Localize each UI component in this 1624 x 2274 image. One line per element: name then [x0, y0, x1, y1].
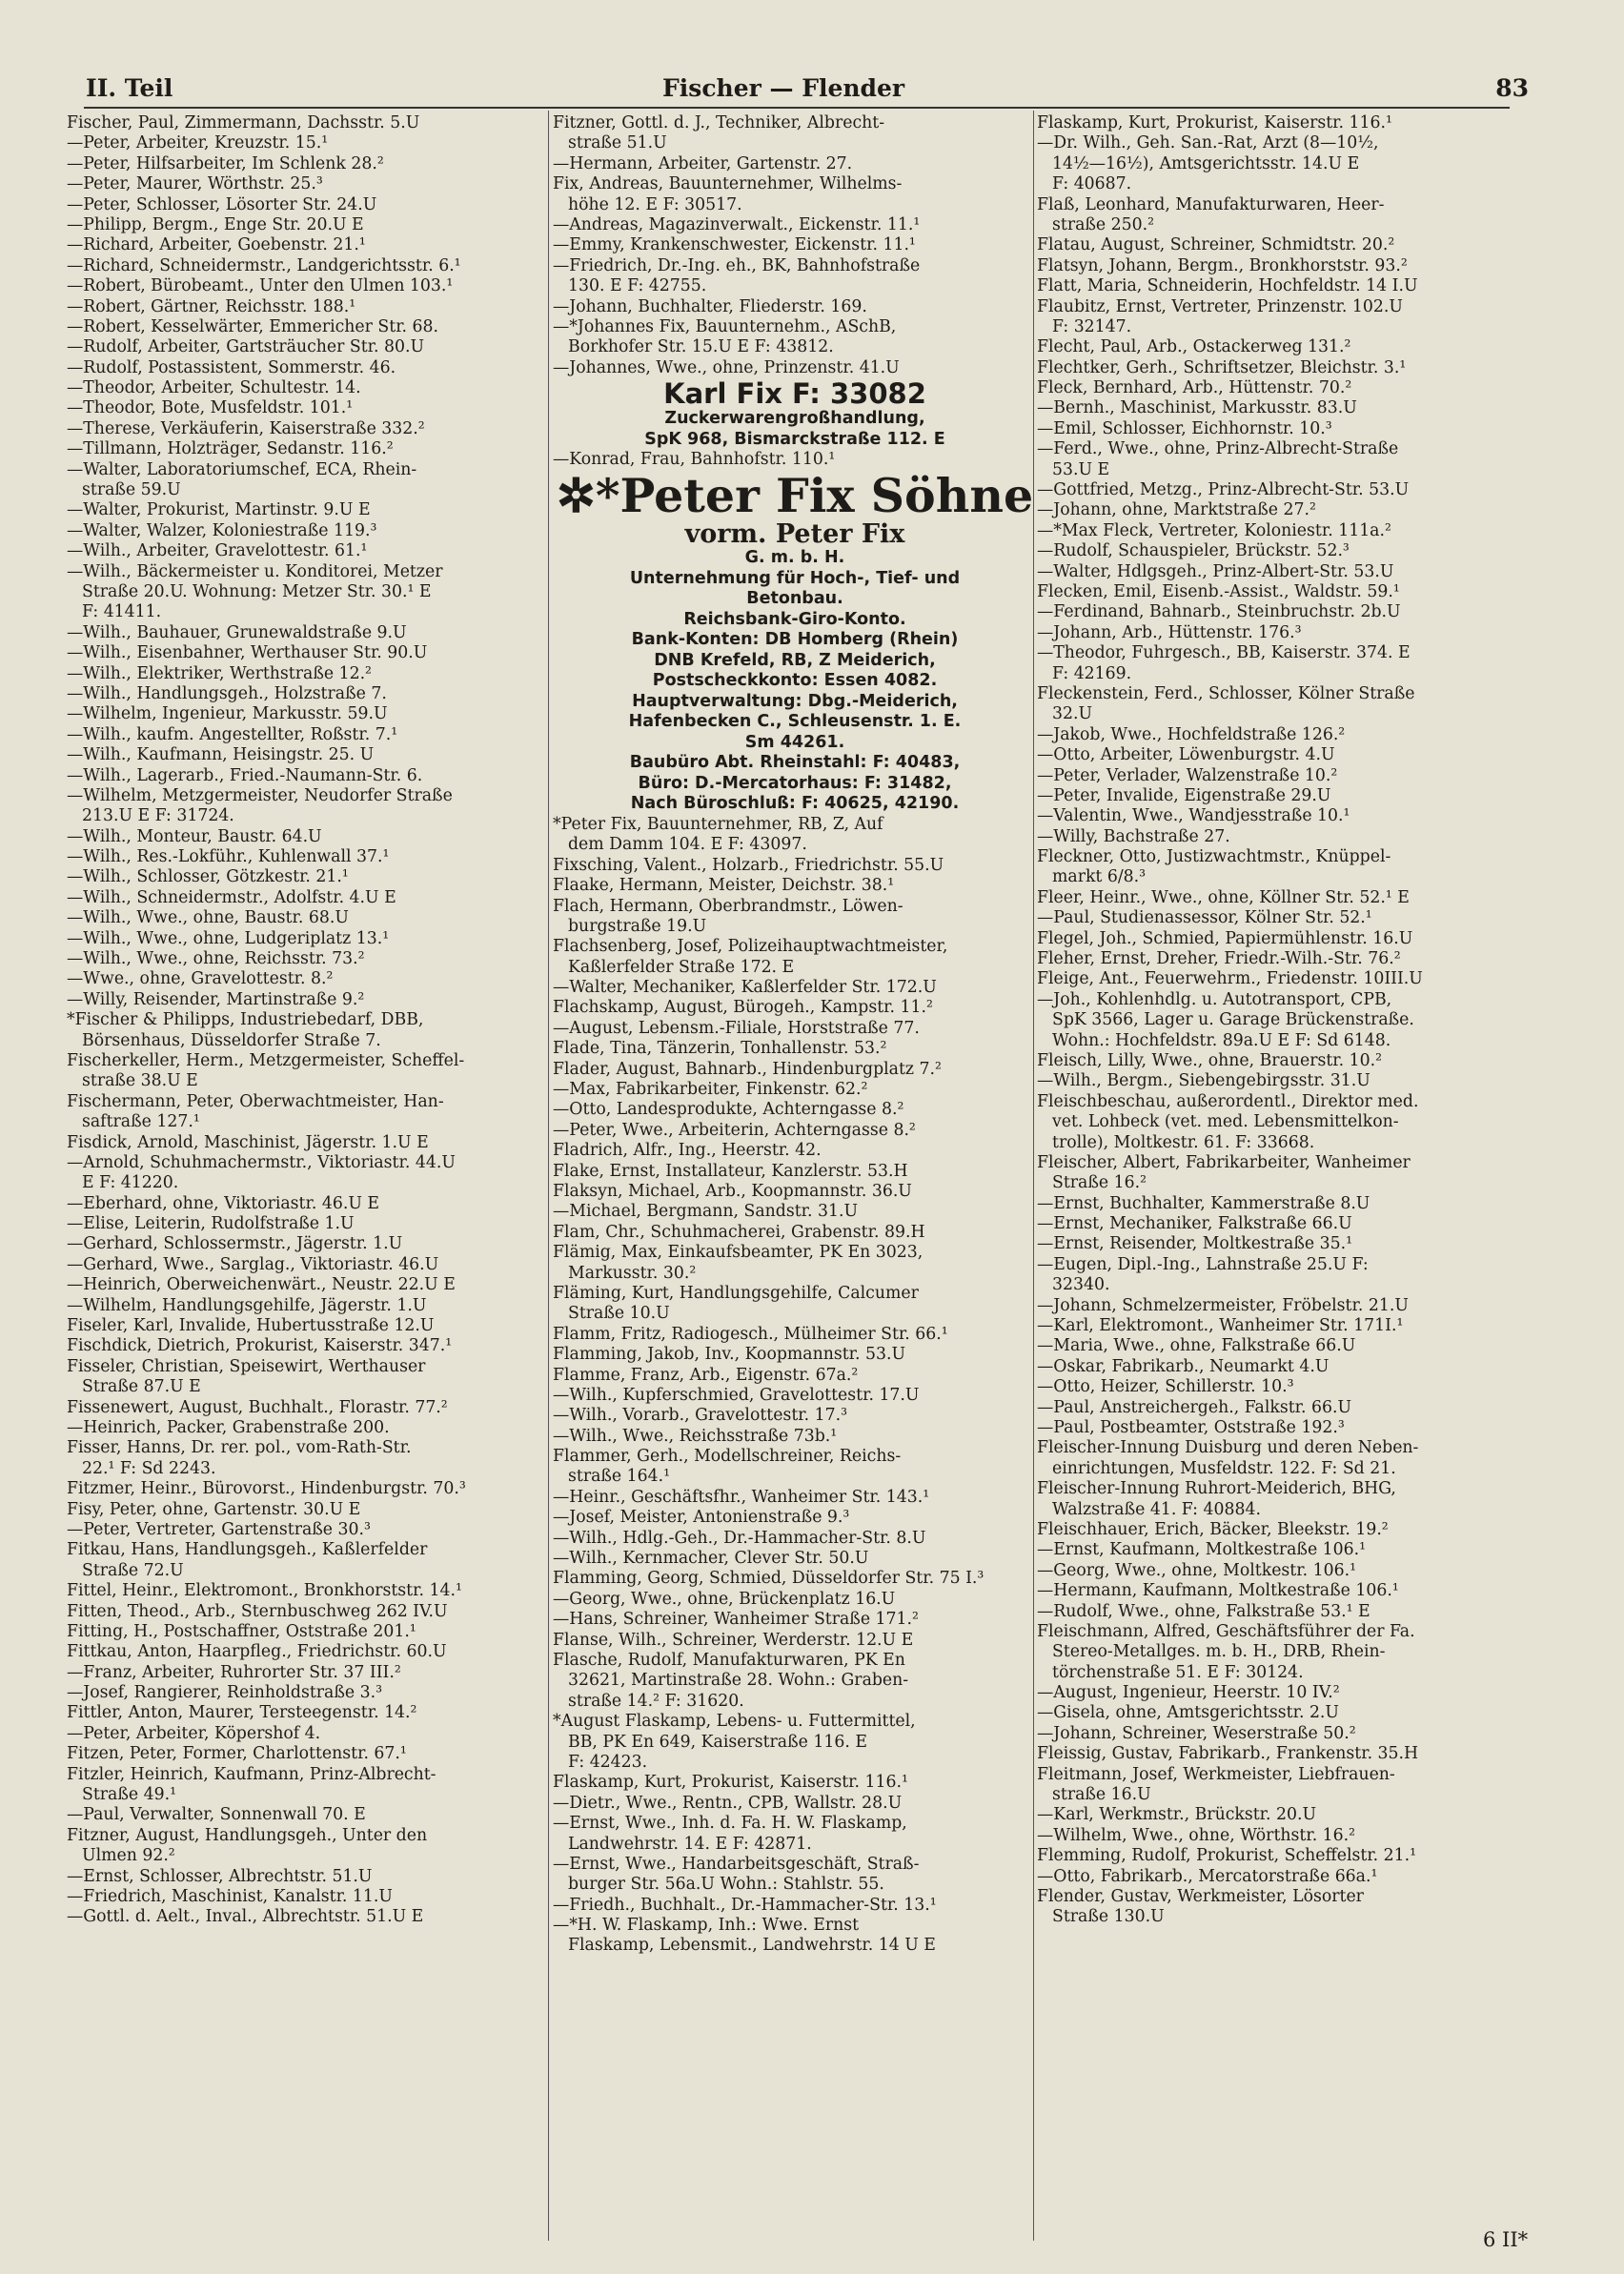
directory-entry: Flender, Gustav, Werkmeister, Lösorter: [1037, 1886, 1364, 1906]
directory-entry: —Therese, Verkäuferin, Kaiserstraße 332.²: [67, 418, 425, 438]
directory-entry: —Peter, Invalide, Eigenstraße 29.U: [1037, 785, 1331, 805]
directory-entry: F: 42169.: [1052, 663, 1132, 683]
directory-entry: Fix, Andreas, Bauunternehmer, Wilhelms-: [553, 174, 903, 194]
directory-entry: —Konrad, Frau, Bahnhofstr. 110.¹: [553, 450, 836, 470]
directory-entry: —Johann, ohne, Marktstraße 27.²: [1037, 500, 1316, 520]
directory-entry: trolle), Moltkestr. 61. F: 33668.: [1052, 1132, 1315, 1152]
directory-entry: Flatsyn, Johann, Bergm., Bronkhorststr. 93.²: [1037, 255, 1408, 275]
directory-entry: 130. E F: 42755.: [568, 276, 707, 296]
advert-line: Nach Büroschluß: F: 40625, 42190.: [630, 794, 960, 814]
directory-entry: Fleischbeschau, außerordentl., Direktor med.: [1037, 1091, 1419, 1111]
directory-entry: Fittler, Anton, Maurer, Tersteegenstr. 14.²: [67, 1703, 417, 1723]
directory-entry: —Oskar, Fabrikarb., Neumarkt 4.U: [1037, 1356, 1330, 1376]
directory-entry: —Michael, Bergmann, Sandstr. 31.U: [553, 1202, 859, 1222]
directory-entry: —Richard, Schneidermstr., Landgerichtsstr. 6.¹: [67, 255, 461, 275]
directory-entry: Flake, Ernst, Installateur, Kanzlerstr. 53.H: [553, 1161, 908, 1181]
directory-entry: —Johann, Schmelzermeister, Fröbelstr. 21.U: [1037, 1295, 1409, 1315]
directory-entry: Straße 130.U: [1052, 1907, 1165, 1927]
directory-entry: straße 38.U E: [82, 1071, 198, 1091]
directory-entry: —Maria, Wwe., ohne, Falkstraße 66.U: [1037, 1336, 1356, 1356]
directory-entry: —Wilhelm, Wwe., ohne, Wörthstr. 16.²: [1037, 1825, 1356, 1845]
directory-entry: Flechtker, Gerh., Schriftsetzer, Bleichstr. 3.¹: [1037, 357, 1407, 377]
directory-entry: Kaßlerfelder Straße 172. E: [568, 957, 795, 977]
directory-entry: Flachskamp, August, Bürogeh., Kampstr. 11.²: [553, 998, 933, 1018]
header-rule: [84, 107, 1510, 109]
directory-entry: straße 59.U: [82, 480, 181, 500]
directory-entry: —Peter, Verlader, Walzenstraße 10.²: [1037, 765, 1338, 785]
directory-entry: —Wilh., Wwe., ohne, Baustr. 68.U: [67, 908, 349, 928]
advert-subtitle: vorm. Peter Fix: [684, 521, 905, 549]
directory-entry: —Heinr., Geschäftsfhr., Wanheimer Str. 143.¹: [553, 1487, 930, 1507]
directory-entry: —Max, Fabrikarbeiter, Finkenstr. 62.²: [553, 1080, 868, 1100]
directory-entry: —Joh., Kohlenhdlg. u. Autotransport, CPB,: [1037, 989, 1392, 1009]
directory-entry: Flecht, Paul, Arb., Ostackerweg 131.²: [1037, 337, 1351, 357]
directory-entry: Fischer, Paul, Zimmermann, Dachsstr. 5.U: [67, 113, 420, 132]
directory-entry: Straße 87.U E: [82, 1377, 201, 1397]
directory-entry: —Hermann, Arbeiter, Gartenstr. 27.: [553, 153, 853, 173]
advert-line: SpK 968, Bismarckstraße 112. E: [644, 429, 945, 449]
directory-entry: —Walter, Mechaniker, Kaßlerfelder Str. 172.U: [553, 978, 937, 998]
directory-entry: —Rudolf, Wwe., ohne, Falkstraße 53.¹ E: [1037, 1601, 1370, 1621]
advert-title: ✲*Peter Fix Söhne: [556, 470, 1034, 522]
directory-entry: —Wilh., Schlosser, Götzkestr. 21.¹: [67, 867, 349, 887]
directory-entry: Fisdick, Arnold, Maschinist, Jägerstr. 1.U E: [67, 1132, 429, 1152]
directory-entry: —Andreas, Magazinverwalt., Eickenstr. 11.¹: [553, 214, 921, 234]
directory-entry: —Karl, Elektromont., Wanheimer Str. 171I.¹: [1037, 1316, 1404, 1336]
directory-entry: —Wilh., Arbeiter, Gravelottestr. 61.¹: [67, 541, 368, 561]
directory-entry: —Josef, Meister, Antonienstraße 9.³: [553, 1508, 850, 1528]
page-title: Fischer — Flender: [662, 74, 905, 102]
directory-entry: straße 51.U: [568, 133, 667, 153]
directory-entry: —Wilh., Wwe., Reichsstraße 73b.¹: [553, 1426, 838, 1446]
directory-entry: Fitzler, Heinrich, Kaufmann, Prinz-Albrecht-: [67, 1764, 436, 1784]
directory-entry: —Ernst, Schlosser, Albrechtstr. 51.U: [67, 1866, 373, 1886]
directory-entry: —Jakob, Wwe., Hochfeldstraße 126.²: [1037, 724, 1346, 744]
directory-entry: Flaake, Hermann, Meister, Deichstr. 38.¹: [553, 876, 895, 896]
directory-entry: Fleck, Bernhard, Arb., Hüttenstr. 70.²: [1037, 378, 1352, 398]
directory-entry: törchenstraße 51. E F: 30124.: [1052, 1662, 1304, 1682]
directory-entry: —Wilh., Elektriker, Werthstraße 12.²: [67, 663, 372, 683]
directory-entry: —Wilh., Bäckermeister u. Konditorei, Metzer: [67, 561, 443, 581]
directory-entry: *Peter Fix, Bauunternehmer, RB, Z, Auf: [553, 814, 883, 834]
directory-entry: —Robert, Bürobeamt., Unter den Ulmen 103.¹: [67, 276, 454, 296]
directory-entry: —Theodor, Bote, Musfeldstr. 101.¹: [67, 398, 354, 418]
directory-entry: Straße 10.U: [568, 1304, 670, 1324]
directory-entry: —Johann, Buchhalter, Fliederstr. 169.: [553, 296, 867, 316]
directory-entry: —Paul, Studienassessor, Kölner Str. 52.¹: [1037, 908, 1372, 928]
directory-entry: Fleischer-Innung Duisburg und deren Neben-: [1037, 1438, 1419, 1458]
directory-entry: F: 40687.: [1052, 174, 1132, 194]
directory-entry: —Heinrich, Oberweichenwärt., Neustr. 22.U E: [67, 1275, 456, 1295]
directory-entry: Flaskamp, Lebensmit., Landwehrstr. 14 U E: [568, 1936, 936, 1956]
directory-entry: —Willy, Reisender, Martinstraße 9.²: [67, 989, 365, 1009]
directory-entry: Walzstraße 41. F: 40884.: [1052, 1499, 1261, 1519]
directory-entry: —Bernh., Maschinist, Markusstr. 83.U: [1037, 398, 1357, 418]
advert-peter-fix-soehne: [553, 470, 1037, 815]
advert-line: Büro: D.-Mercatorhaus: F: 31482,: [638, 773, 952, 793]
advert-line: Zuckerwarengroßhandlung,: [664, 409, 925, 429]
directory-entry: Borkhofer Str. 15.U E F: 43812.: [568, 337, 834, 357]
directory-entry: Fitzner, Gottl. d. J., Techniker, Albrecht-: [553, 113, 885, 132]
directory-entry: —Georg, Wwe., ohne, Brückenplatz 16.U: [553, 1589, 896, 1609]
directory-entry: —Philipp, Bergm., Enge Str. 20.U E: [67, 214, 364, 234]
directory-entry: Flamm, Fritz, Radiogesch., Mülheimer Str. 66.¹: [553, 1324, 948, 1344]
directory-entry: —Wilh., Bergm., Siebengebirgsstr. 31.U: [1037, 1071, 1370, 1091]
directory-entry: —Gerhard, Wwe., Sarglag., Viktoriastr. 46.U: [67, 1254, 439, 1274]
advert-karl-fix: [553, 378, 1037, 450]
directory-entry: —Emil, Schlosser, Eichhornstr. 10.³: [1037, 418, 1332, 438]
directory-entry: Fitkau, Hans, Handlungsgeh., Kaßlerfelder: [67, 1540, 428, 1560]
directory-entry: Börsenhaus, Düsseldorfer Straße 7.: [82, 1030, 381, 1050]
directory-entry: Fleischhauer, Erich, Bäcker, Bleekstr. 19.²: [1037, 1519, 1389, 1539]
directory-entry: Fleischer, Albert, Fabrikarbeiter, Wanheimer: [1037, 1152, 1411, 1172]
directory-entry: —Peter, Vertreter, Gartenstraße 30.³: [67, 1519, 371, 1539]
directory-entry: —Hans, Schreiner, Wanheimer Straße 171.²: [553, 1610, 919, 1630]
directory-entry: Markusstr. 30.²: [568, 1263, 697, 1283]
directory-entry: —Paul, Verwalter, Sonnenwall 70. E: [67, 1805, 366, 1825]
directory-entry: —Peter, Arbeiter, Kreuzstr. 15.¹: [67, 133, 329, 153]
section-label: II. Teil: [86, 74, 173, 102]
directory-entry: straße 250.²: [1052, 214, 1155, 234]
directory-entry: Flam, Chr., Schuhmacherei, Grabenstr. 89.H: [553, 1222, 925, 1242]
directory-entry: Straße 49.¹: [82, 1785, 177, 1805]
directory-entry: —Wilh., Monteur, Baustr. 64.U: [67, 826, 322, 846]
column-2: [553, 113, 1037, 2244]
page-number: 83: [1495, 74, 1529, 102]
directory-entry: Flamming, Jakob, Inv., Koopmannstr. 53.U: [553, 1345, 906, 1365]
directory-entry: —Wilh., Handlungsgeh., Holzstraße 7.: [67, 683, 387, 703]
directory-entry: —Wilh., Kernmacher, Clever Str. 50.U: [553, 1549, 869, 1569]
directory-entry: —Hermann, Kaufmann, Moltkestraße 106.¹: [1037, 1581, 1399, 1601]
directory-entry: —Walter, Prokurist, Martinstr. 9.U E: [67, 500, 371, 520]
directory-entry: F: 32147.: [1052, 316, 1132, 336]
directory-entry: —Ernst, Mechaniker, Falkstraße 66.U: [1037, 1214, 1352, 1234]
column-3: [1037, 113, 1513, 2244]
directory-entry: Fisser, Hanns, Dr. rer. pol., vom-Rath-Str.: [67, 1438, 412, 1458]
directory-entry: Fischerkeller, Herm., Metzgermeister, Scheffel-: [67, 1050, 465, 1070]
directory-entry: —Wilh., Res.-Lokführ., Kuhlenwall 37.¹: [67, 847, 390, 867]
directory-entry: —Dr. Wilh., Geh. San.-Rat, Arzt (8—10½,: [1037, 133, 1379, 153]
directory-entry: Fleckner, Otto, Justizwachtmstr., Knüppel-: [1037, 847, 1391, 867]
directory-entry: —Otto, Fabrikarb., Mercatorstraße 66a.¹: [1037, 1866, 1378, 1886]
directory-entry: —Wilh., Lagerarb., Fried.-Naumann-Str. 6.: [67, 765, 423, 785]
directory-entry: Straße 20.U. Wohnung: Metzer Str. 30.¹ E: [82, 581, 432, 601]
directory-entry: Flade, Tina, Tänzerin, Tonhallenstr. 53.²: [553, 1039, 887, 1059]
directory-entry: einrichtungen, Musfeldstr. 122. F: Sd 21.: [1052, 1458, 1396, 1478]
directory-entry: —Wilh., Schneidermstr., Adolfstr. 4.U E: [67, 887, 396, 907]
directory-entry: *Fischer & Philipps, Industriebedarf, DBB,: [67, 1010, 424, 1030]
advert-line: Betonbau.: [746, 589, 843, 609]
page-header: [86, 74, 1529, 107]
directory-entry: —Peter, Hilfsarbeiter, Im Schlenk 28.²: [67, 153, 384, 173]
directory-entry: burger Str. 56a.U Wohn.: Stahlstr. 55.: [568, 1875, 884, 1895]
directory-entry: Landwehrstr. 14. E F: 42871.: [568, 1834, 812, 1854]
advert-line: Unternehmung für Hoch-, Tief- und: [629, 568, 961, 588]
advert-line: Baubüro Abt. Rheinstahl: F: 40483,: [629, 753, 961, 773]
directory-entry: Fixsching, Valent., Holzarb., Friedrichstr. 55.U: [553, 855, 944, 875]
advert-line: DNB Krefeld, RB, Z Meiderich,: [654, 650, 936, 670]
directory-entry: 14½—16½), Amtsgerichtsstr. 14.U E: [1052, 153, 1360, 173]
directory-entry: —Wilh., Vorarb., Gravelottestr. 17.³: [553, 1406, 848, 1426]
directory-entry: F: 41411.: [82, 602, 162, 622]
directory-entry: Flaß, Leonhard, Manufakturwaren, Heer-: [1037, 194, 1385, 214]
directory-entry: Fitten, Theod., Arb., Sternbuschweg 262 IV.U: [67, 1601, 448, 1621]
directory-entry: —August, Lebensm.-Filiale, Horststraße 77.: [553, 1018, 920, 1038]
directory-entry: Fissenewert, August, Buchhalt., Florastr. 77.²: [67, 1397, 448, 1417]
directory-entry: Fittel, Heinr., Elektromont., Bronkhorststr. 14.¹: [67, 1581, 462, 1601]
directory-entry: SpK 3566, Lager u. Garage Brückenstraße.: [1052, 1010, 1414, 1030]
directory-entry: —Franz, Arbeiter, Ruhrorter Str. 37 III.²: [67, 1662, 401, 1682]
directory-entry: —Ferdinand, Bahnarb., Steinbruchstr. 2b.U: [1037, 602, 1401, 622]
advert-line: Bank-Konten: DB Homberg (Rhein): [631, 630, 959, 650]
directory-entry: Flammer, Gerh., Modellschreiner, Reichs-: [553, 1447, 902, 1467]
directory-entry: —Elise, Leiterin, Rudolfstraße 1.U: [67, 1214, 355, 1234]
directory-entry: Flanse, Wilh., Schreiner, Werderstr. 12.U E: [553, 1630, 914, 1650]
directory-entry: —Friedrich, Maschinist, Kanalstr. 11.U: [67, 1886, 393, 1906]
directory-entry: Fladrich, Alfr., Ing., Heerstr. 42.: [553, 1141, 822, 1161]
directory-entry: 32621, Martinstraße 28. Wohn.: Graben-: [568, 1671, 909, 1691]
directory-entry: Flamming, Georg, Schmied, Düsseldorfer Str. 75 I.³: [553, 1569, 985, 1589]
directory-entry: *August Flaskamp, Lebens- u. Futtermittel,: [553, 1712, 916, 1732]
directory-entry: —Ferd., Wwe., ohne, Prinz-Albrecht-Straße: [1037, 439, 1399, 459]
directory-entry: Fitzner, August, Handlungsgeh., Unter den: [67, 1825, 428, 1845]
directory-entry: —Gottfried, Metzg., Prinz-Albrecht-Str. 53.U: [1037, 480, 1410, 500]
directory-entry: straße 14.² F: 31620.: [568, 1691, 744, 1711]
directory-entry: Flach, Hermann, Oberbrandmstr., Löwen-: [553, 896, 903, 916]
directory-entry: —Friedrich, Dr.-Ing. eh., BK, Bahnhofstraße: [553, 255, 921, 275]
directory-entry: vet. Lohbeck (vet. med. Lebensmittelkon-: [1052, 1112, 1399, 1132]
advert-line: Sm 44261.: [744, 732, 845, 752]
directory-entry: —Paul, Anstreichergeh., Falkstr. 66.U: [1037, 1397, 1352, 1417]
directory-entry: Flaskamp, Kurt, Prokurist, Kaiserstr. 116.¹: [553, 1773, 908, 1793]
directory-entry: Fitting, H., Postschaffner, Oststraße 201.¹: [67, 1621, 416, 1641]
directory-entry: —Robert, Kesselwärter, Emmericher Str. 68.: [67, 316, 439, 336]
directory-entry: 32340.: [1052, 1275, 1110, 1295]
directory-entry: Fleitmann, Josef, Werkmeister, Liebfrauen-: [1037, 1764, 1395, 1784]
directory-entry: Flasche, Rudolf, Manufakturwaren, PK En: [553, 1650, 905, 1670]
directory-entry: —Rudolf, Arbeiter, Gartsträucher Str. 80.U: [67, 337, 425, 357]
directory-entry: —Wilh., Wwe., ohne, Ludgeriplatz 13.¹: [67, 928, 390, 948]
directory-entry: —Gottl. d. Aelt., Inval., Albrechtstr. 51.U E: [67, 1907, 424, 1927]
directory-entry: —Wilh., Wwe., ohne, Reichsstr. 73.²: [67, 949, 365, 969]
directory-entry: —Paul, Postbeamter, Oststraße 192.³: [1037, 1418, 1345, 1437]
directory-entry: —Emmy, Krankenschwester, Eickenstr. 11.¹: [553, 235, 916, 255]
directory-entry: Ulmen 92.²: [82, 1846, 175, 1866]
directory-entry: —Walter, Walzer, Koloniestraße 119.³: [67, 520, 377, 540]
directory-entry: Fisy, Peter, ohne, Gartenstr. 30.U E: [67, 1499, 361, 1519]
directory-entry: —Otto, Arbeiter, Löwenburgstr. 4.U: [1037, 745, 1335, 765]
directory-entry: —Rudolf, Postassistent, Sommerstr. 46.: [67, 357, 396, 377]
directory-entry: —Georg, Wwe., ohne, Moltkestr. 106.¹: [1037, 1560, 1357, 1580]
directory-entry: —Rudolf, Schauspieler, Brückstr. 52.³: [1037, 541, 1350, 561]
directory-entry: dem Damm 104. E F: 43097.: [568, 835, 807, 855]
directory-entry: höhe 12. E F: 30517.: [568, 194, 742, 214]
signature-mark: 6 II*: [1483, 2228, 1529, 2251]
directory-entry: —Richard, Arbeiter, Goebenstr. 21.¹: [67, 235, 366, 255]
directory-entry: —Peter, Schlosser, Lösorter Str. 24.U: [67, 194, 377, 214]
directory-entry: —Friedh., Buchhalt., Dr.-Hammacher-Str. 13.¹: [553, 1895, 937, 1915]
directory-entry: —Wilh., Kupferschmied, Gravelottestr. 17.U: [553, 1385, 920, 1405]
directory-entry: Flader, August, Bahnarb., Hindenburgplatz 7.²: [553, 1059, 942, 1079]
directory-entry: Flaubitz, Ernst, Vertreter, Prinzenstr. 102.U: [1037, 296, 1403, 316]
directory-entry: —Otto, Landesprodukte, Achterngasse 8.²: [553, 1100, 904, 1120]
directory-entry: Flatau, August, Schreiner, Schmidtstr. 20.²: [1037, 235, 1395, 255]
directory-entry: Fleischmann, Alfred, Geschäftsführer der Fa.: [1037, 1621, 1415, 1641]
directory-entry: Fleckenstein, Ferd., Schlosser, Kölner Straße: [1037, 683, 1415, 703]
directory-entry: Fleisch, Lilly, Wwe., ohne, Brauerstr. 10.²: [1037, 1050, 1383, 1070]
directory-entry: Flamme, Franz, Arb., Eigenstr. 67a.²: [553, 1365, 859, 1385]
directory-entry: —Willy, Bachstraße 27.: [1037, 826, 1230, 846]
directory-entry: Fleischer-Innung Ruhrort-Meiderich, BHG,: [1037, 1479, 1396, 1499]
directory-entry: Straße 72.U: [82, 1560, 184, 1580]
directory-entry: Fischermann, Peter, Oberwachtmeister, Han-: [67, 1091, 444, 1111]
directory-entry: —Ernst, Wwe., Inh. d. Fa. H. W. Flaskamp,: [553, 1814, 907, 1834]
directory-entry: —Wilh., Kaufmann, Heisingstr. 25. U: [67, 745, 375, 765]
directory-entry: —Karl, Werkmstr., Brückstr. 20.U: [1037, 1805, 1317, 1825]
directory-entry: —August, Ingenieur, Heerstr. 10 IV.²: [1037, 1683, 1340, 1703]
directory-entry: —*Johannes Fix, Bauunternehm., ASchB,: [553, 316, 897, 336]
directory-entry: Wohn.: Hochfeldstr. 89a.U E F: Sd 6148.: [1052, 1030, 1391, 1050]
directory-entry: Fischdick, Dietrich, Prokurist, Kaiserstr. 347.¹: [67, 1336, 453, 1356]
directory-entry: —Wilhelm, Metzgermeister, Neudorfer Straße: [67, 785, 453, 805]
directory-entry: Flegel, Joh., Schmied, Papiermühlenstr. 16.U: [1037, 928, 1413, 948]
directory-entry: burgstraße 19.U: [568, 916, 707, 936]
directory-entry: —Peter, Wwe., Arbeiterin, Achterngasse 8.²: [553, 1120, 916, 1140]
directory-entry: —Walter, Hdlgsgeh., Prinz-Albert-Str. 53.U: [1037, 561, 1394, 581]
directory-entry: —Ernst, Wwe., Handarbeitsgeschäft, Straß-: [553, 1854, 920, 1874]
directory-entry: —Eberhard, ohne, Viktoriastr. 46.U E: [67, 1193, 379, 1213]
advert-line: Hafenbecken C., Schleusenstr. 1. E.: [628, 712, 962, 732]
directory-entry: —Wilh., Hdlg.-Geh., Dr.-Hammacher-Str. 8.U: [553, 1528, 926, 1548]
directory-entry: Flaksyn, Michael, Arb., Koopmannstr. 36.U: [553, 1182, 912, 1201]
directory-entry: Straße 16.²: [1052, 1173, 1147, 1193]
directory-entry: straße 164.¹: [568, 1467, 671, 1487]
directory-entry: Fleige, Ant., Feuerwehrm., Friedenstr. 10III.U: [1037, 969, 1423, 989]
directory-entry: —Arnold, Schuhmachermstr., Viktoriastr. 44.U: [67, 1152, 456, 1172]
directory-entry: —Johann, Schreiner, Weserstraße 50.²: [1037, 1723, 1356, 1743]
directory-entry: —Wilhelm, Handlungsgehilfe, Jägerstr. 1.U: [67, 1295, 427, 1315]
directory-entry: —Josef, Rangierer, Reinholdstraße 3.³: [67, 1683, 383, 1703]
directory-entry: —Heinrich, Packer, Grabenstraße 200.: [67, 1418, 390, 1437]
directory-entry: —Johannes, Wwe., ohne, Prinzenstr. 41.U: [553, 357, 900, 377]
directory-entry: —Wilh., Eisenbahner, Werthauser Str. 90.U: [67, 643, 428, 663]
advert-line: Hauptverwaltung: Dbg.-Meiderich,: [632, 691, 958, 711]
advert-line: G. m. b. H.: [744, 548, 845, 568]
directory-entry: —Theodor, Fuhrgesch., BB, Kaiserstr. 374. E: [1037, 643, 1411, 663]
directory-entry: Fittkau, Anton, Haarpfleg., Friedrichstr. 60.U: [67, 1642, 447, 1662]
column-divider: [548, 111, 549, 2241]
advert-title: Karl Fix F: 33082: [663, 378, 926, 410]
directory-entry: Flecken, Emil, Eisenb.-Assist., Waldstr. 59.¹: [1037, 581, 1400, 601]
directory-entry: —Dietr., Wwe., Rentn., CPB, Wallstr. 28.U: [553, 1793, 903, 1813]
advert-line: Reichsbank-Giro-Konto.: [683, 609, 906, 629]
directory-entry: Stereo-Metallges. m. b. H., DRB, Rhein-: [1052, 1642, 1386, 1662]
directory-entry: 22.¹ F: Sd 2243.: [82, 1458, 216, 1478]
directory-entry: Fläming, Kurt, Handlungsgehilfe, Calcumer: [553, 1283, 919, 1303]
directory-entry: Fiseler, Karl, Invalide, Hubertusstraße 12.U: [67, 1316, 435, 1336]
column-1: [67, 113, 543, 2244]
directory-entry: —Ernst, Kaufmann, Moltkestraße 106.¹: [1037, 1540, 1367, 1560]
directory-entry: —Robert, Gärtner, Reichsstr. 188.¹: [67, 296, 356, 316]
directory-entry: —Eugen, Dipl.-Ing., Lahnstraße 25.U F:: [1037, 1254, 1369, 1274]
directory-entry: Fitzmer, Heinr., Bürovorst., Hindenburgstr. 70.³: [67, 1479, 466, 1499]
directory-entry: Flämig, Max, Einkaufsbeamter, PK En 3023,: [553, 1243, 924, 1263]
directory-entry: —Valentin, Wwe., Wandjesstraße 10.¹: [1037, 806, 1350, 826]
directory-entry: —Theodor, Arbeiter, Schultestr. 14.: [67, 378, 361, 398]
directory-entry: markt 6/8.³: [1052, 867, 1147, 887]
directory-entry: Fisseler, Christian, Speisewirt, Werthauser: [67, 1356, 426, 1376]
directory-entry: —Otto, Heizer, Schillerstr. 10.³: [1037, 1377, 1294, 1397]
directory-entry: —Ernst, Buchhalter, Kammerstraße 8.U: [1037, 1193, 1370, 1213]
directory-entry: Flemming, Rudolf, Prokurist, Scheffelstr. 21.¹: [1037, 1846, 1417, 1866]
directory-entry: straße 16.U: [1052, 1785, 1151, 1805]
directory-entry: —Tillmann, Holzträger, Sedanstr. 116.²: [67, 439, 394, 459]
directory-entry: 53.U E: [1052, 459, 1110, 479]
directory-entry: —Peter, Maurer, Wörthstr. 25.³: [67, 174, 323, 194]
directory-entry: Fleissig, Gustav, Fabrikarb., Frankenstr. 35.H: [1037, 1744, 1419, 1764]
directory-entry: F: 42423.: [568, 1752, 648, 1772]
advert-line: Postscheckkonto: Essen 4082.: [652, 671, 938, 691]
directory-entry: —Johann, Arb., Hüttenstr. 176.³: [1037, 622, 1302, 642]
directory-entry: Fleher, Ernst, Dreher, Friedr.-Wilh.-Str. 76.²: [1037, 949, 1401, 969]
directory-entry: BB, PK En 649, Kaiserstraße 116. E: [568, 1732, 867, 1752]
directory-entry: 213.U E F: 31724.: [82, 806, 234, 826]
directory-entry: Fitzen, Peter, Former, Charlottenstr. 67.¹: [67, 1744, 407, 1764]
directory-entry: Flachsenberg, Josef, Polizeihauptwachtmeister,: [553, 937, 948, 957]
directory-entry: Flatt, Maria, Schneiderin, Hochfeldstr. 14 I.U: [1037, 276, 1418, 296]
directory-entry: Flaskamp, Kurt, Prokurist, Kaiserstr. 116.¹: [1037, 113, 1392, 132]
directory-entry: E F: 41220.: [82, 1173, 179, 1193]
directory-entry: —Wilhelm, Ingenieur, Markusstr. 59.U: [67, 704, 388, 724]
directory-entry: —Wwe., ohne, Gravelottestr. 8.²: [67, 969, 334, 989]
directory-entry: —Gisela, ohne, Amtsgerichtsstr. 2.U: [1037, 1703, 1339, 1723]
directory-entry: —Wilh., kaufm. Angestellter, Roßstr. 7.¹: [67, 724, 398, 744]
directory-entry: Fleer, Heinr., Wwe., ohne, Köllner Str. 52.¹ E: [1037, 887, 1410, 907]
directory-entry: —Gerhard, Schlossermstr., Jägerstr. 1.U: [67, 1234, 403, 1254]
directory-entry: —*H. W. Flaskamp, Inh.: Wwe. Ernst: [553, 1916, 860, 1936]
directory-entry: saftraße 127.¹: [82, 1112, 200, 1132]
directory-entry: —Walter, Laboratoriumschef, ECA, Rhein-: [67, 459, 417, 479]
directory-entry: —*Max Fleck, Vertreter, Koloniestr. 111a.²: [1037, 520, 1391, 540]
directory-entry: —Ernst, Reisender, Moltkestraße 35.¹: [1037, 1234, 1353, 1254]
directory-entry: —Peter, Arbeiter, Köpershof 4.: [67, 1723, 321, 1743]
directory-entry: —Wilh., Bauhauer, Grunewaldstraße 9.U: [67, 622, 407, 642]
directory-entry: 32.U: [1052, 704, 1093, 724]
